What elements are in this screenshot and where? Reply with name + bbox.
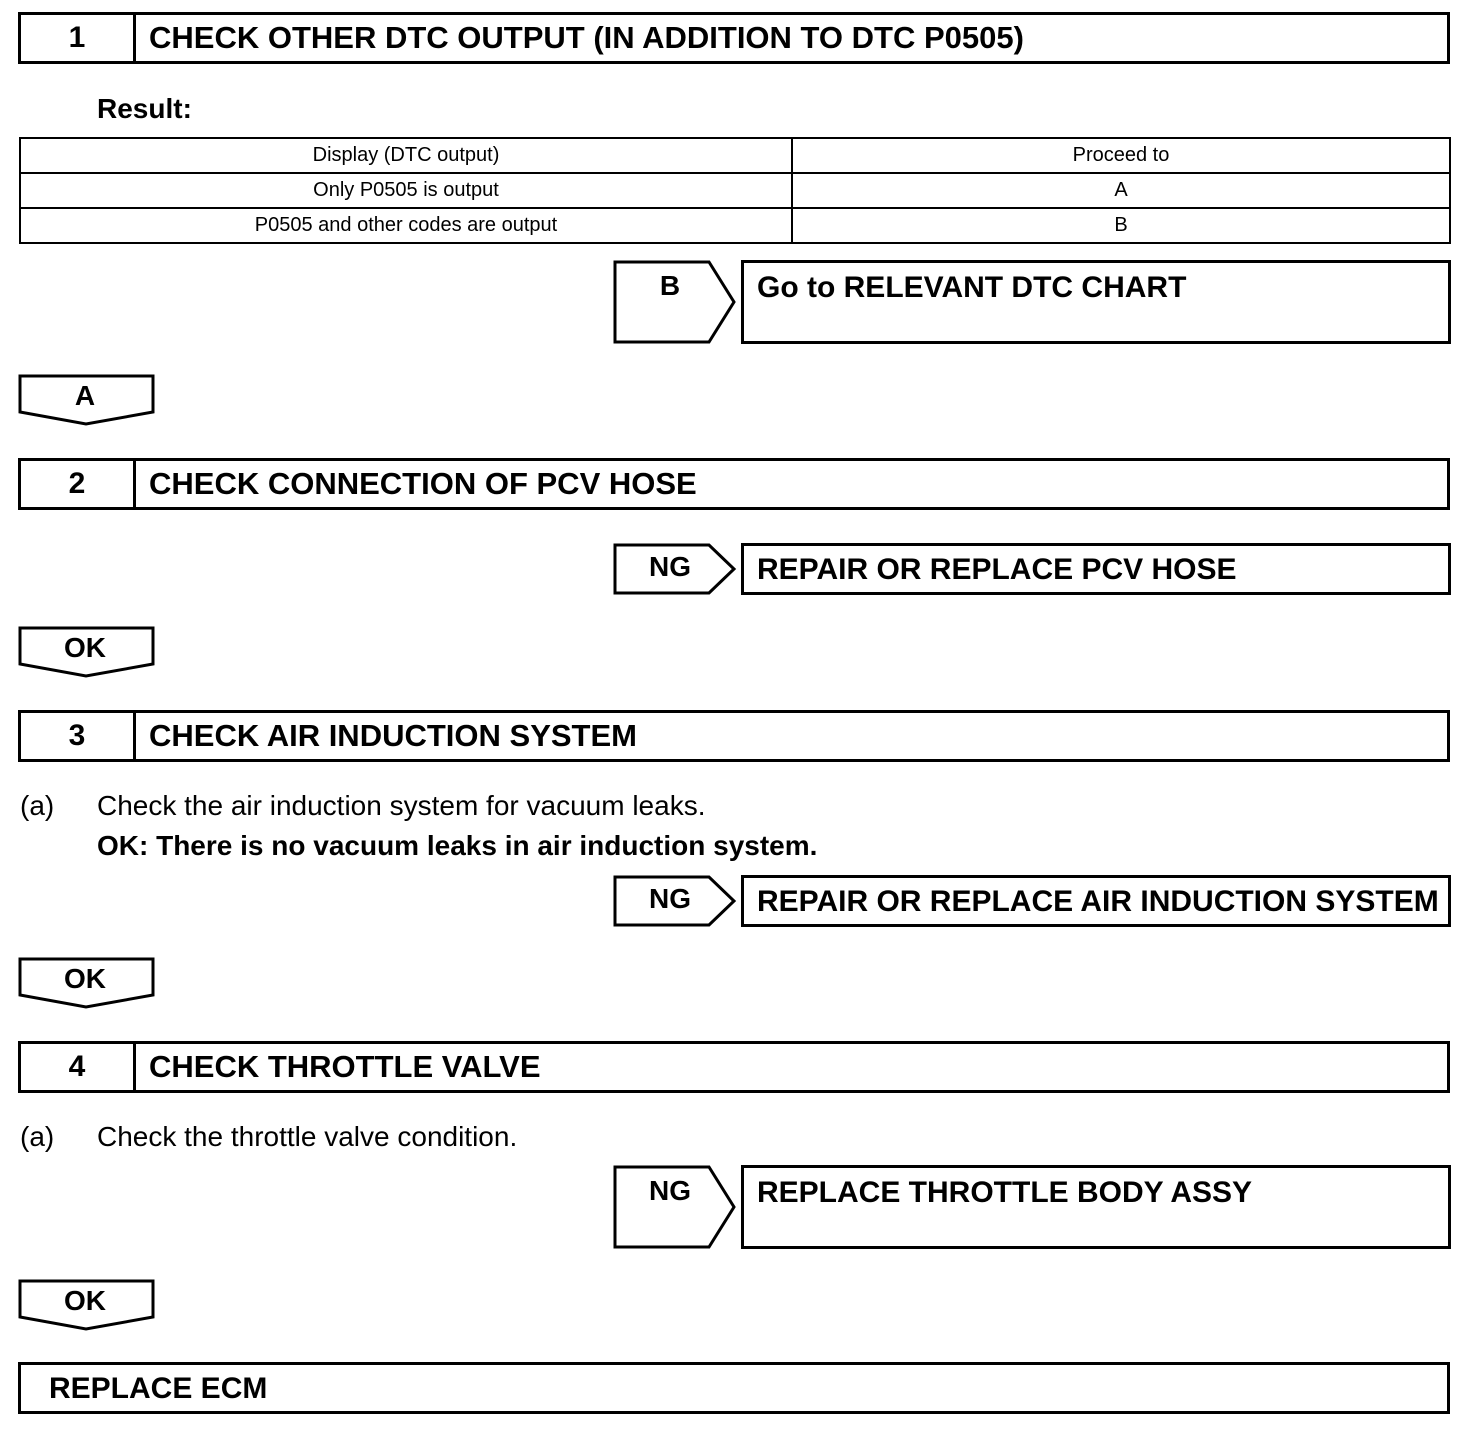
instruction-text: Check the throttle valve condition. — [97, 1121, 518, 1152]
branch-label: NG — [649, 551, 691, 582]
ok-criteria: OK: There is no vacuum leaks in air induction system. — [97, 830, 818, 861]
table-cell: B — [792, 208, 1450, 243]
continue-arrow-ok — [18, 957, 156, 1009]
branch-arrow-ng — [613, 1165, 737, 1249]
table-header-display: Display (DTC output) — [20, 138, 792, 173]
step-2-header — [18, 458, 1450, 510]
continue-arrow-ok — [18, 1279, 156, 1331]
branch-action-box: REPAIR OR REPLACE PCV HOSE — [741, 543, 1451, 595]
branch-arrow-ng — [613, 543, 737, 595]
table-row — [20, 208, 1450, 243]
table-header-row — [20, 138, 1450, 173]
step-1-header — [18, 12, 1450, 64]
final-action-box: REPLACE ECM — [18, 1362, 1450, 1414]
step-3-header — [18, 710, 1450, 762]
step-number: 3 — [21, 713, 136, 759]
table-header-proceed: Proceed to — [792, 138, 1450, 173]
continue-label: OK — [64, 632, 106, 663]
continue-arrow-a — [18, 374, 156, 426]
table-cell: P0505 and other codes are output — [20, 208, 792, 243]
branch-label: NG — [649, 1175, 691, 1206]
instruction-text: Check the air induction system for vacuum leaks. — [97, 790, 706, 821]
continue-label: A — [74, 380, 96, 411]
branch-action-box: REPLACE THROTTLE BODY ASSY — [741, 1165, 1451, 1249]
sub-step-marker: (a) — [20, 790, 55, 821]
table-cell: A — [792, 173, 1450, 208]
continue-arrow-ok — [18, 626, 156, 678]
branch-label: NG — [649, 883, 691, 914]
table-row — [20, 173, 1450, 208]
continue-label: OK — [64, 1285, 106, 1316]
step-number: 4 — [21, 1044, 136, 1090]
step-title: CHECK AIR INDUCTION SYSTEM — [149, 718, 637, 753]
continue-label: OK — [64, 963, 106, 994]
result-table — [19, 137, 1451, 244]
branch-arrow-b — [613, 260, 737, 344]
branch-label: B — [659, 270, 681, 301]
step-4-header — [18, 1041, 1450, 1093]
table-cell: Only P0505 is output — [20, 173, 792, 208]
branch-action-box: REPAIR OR REPLACE AIR INDUCTION SYSTEM — [741, 875, 1451, 927]
sub-step-marker: (a) — [20, 1121, 55, 1152]
branch-arrow-ng — [613, 875, 737, 927]
step-title: CHECK THROTTLE VALVE — [149, 1049, 541, 1084]
step-title: CHECK OTHER DTC OUTPUT (IN ADDITION TO DTC P0505) — [149, 20, 1024, 55]
result-label: Result: — [97, 93, 192, 124]
step-title: CHECK CONNECTION OF PCV HOSE — [149, 466, 697, 501]
step-number: 1 — [21, 15, 136, 61]
branch-action-box: Go to RELEVANT DTC CHART — [741, 260, 1451, 344]
step-number: 2 — [21, 461, 136, 507]
